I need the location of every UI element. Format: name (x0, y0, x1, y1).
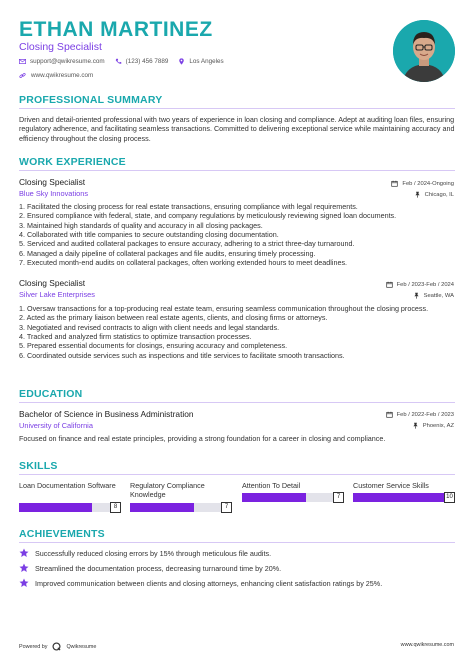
job-2-title: Closing Specialist (19, 278, 86, 288)
list-item: 4. Collaborated with title companies to secure outstanding closing documentation. (19, 230, 279, 240)
section-divider (19, 170, 455, 171)
summary-text: Driven and detail-oriented professional with two years of experience in loan closing and compliance. Adept at auditing loan files, ensuring regulatory adherence, and facilitating seamless transactions. Committed to delivering exceptional service while maintaining accuracy and efficiency throughout the closing process. (19, 115, 455, 143)
award-star-icon (19, 578, 29, 588)
calendar-icon (386, 411, 393, 418)
job-2-company: Silver Lake Enterprises (19, 290, 95, 299)
candidate-name: ETHAN MARTINEZ (19, 18, 213, 41)
school-name: University of California (19, 421, 93, 430)
skill-fill (353, 493, 444, 502)
website-text: www.qwikresume.com (31, 72, 94, 79)
experience-heading: WORK EXPERIENCE (19, 156, 126, 168)
phone-text: (123) 456 7889 (125, 58, 169, 65)
skill-label: Loan Documentation Software (19, 481, 116, 490)
skill-level: 8 (110, 502, 121, 513)
location-item (178, 58, 223, 65)
achievement-item (19, 563, 281, 573)
skill-label: Attention To Detail (242, 481, 301, 490)
skill-fill (19, 503, 92, 512)
list-item: 6. Managed a daily pipeline of collateral packages and file audits, ensuring timely processing. (19, 248, 316, 258)
education-location-text: Phoenix, AZ (422, 422, 454, 429)
education-location (412, 422, 454, 429)
job-2-location-text: Seattle, WA (423, 292, 454, 299)
website-item[interactable] (19, 72, 93, 79)
skill-bar (130, 503, 229, 512)
achievements-heading: ACHIEVEMENTS (19, 528, 105, 540)
section-divider (19, 402, 455, 403)
location-text: Los Angeles (189, 58, 224, 65)
list-item: 6. Coordinated outside services such as inspections and title services to facilitate smooth transactions. (19, 350, 345, 360)
candidate-role: Closing Specialist (19, 41, 102, 53)
skill-bar (19, 503, 118, 512)
list-item: 1. Facilitated the closing process for real estate transactions, ensuring compliance with legal requirements. (19, 202, 358, 211)
phone-item[interactable] (115, 58, 169, 65)
powered-label: Powered by (19, 643, 48, 650)
list-item: 5. Prepared essential documents for closings, ensuring accuracy and completeness. (19, 341, 288, 351)
skill-label: Regulatory Compliance Knowledge (130, 481, 205, 499)
email-text: support@qwikresume.com (30, 58, 105, 65)
list-item: 5. Serviced and audited collateral packages to ensure accuracy, adhering to a strict three-day turnaround. (19, 239, 355, 249)
degree-title: Bachelor of Science in Business Administration (19, 409, 194, 419)
footer-url[interactable]: www.qwikresume.com (400, 642, 454, 648)
summary-heading: PROFESSIONAL SUMMARY (19, 94, 163, 106)
skill-level: 7 (333, 492, 344, 503)
award-star-icon (19, 563, 29, 573)
contact-line (19, 58, 224, 65)
pushpin-icon (412, 422, 419, 429)
job-1-dates-text: Feb / 2024-Ongoing (402, 180, 454, 187)
phone-icon (115, 58, 122, 65)
list-item: 7. Executed month-end audits on collateral packages, often working extended hours to meet deadlines. (19, 258, 348, 268)
section-divider (19, 542, 455, 543)
education-heading: EDUCATION (19, 388, 83, 400)
footer-powered (19, 642, 96, 651)
job-2-dates-text: Feb / 2023-Feb / 2024 (396, 281, 454, 288)
pushpin-icon (413, 292, 420, 299)
skill-label: Customer Service Skills (353, 481, 429, 490)
job-2-location (413, 292, 454, 299)
section-divider (19, 474, 455, 475)
calendar-icon (391, 180, 398, 187)
achievement-item (19, 548, 271, 558)
skill-level: 7 (221, 502, 232, 513)
qwikresume-logo-icon (52, 642, 61, 651)
list-item: 4. Tracked and analyzed firm statistics to optimize transaction processes. (19, 332, 252, 342)
skill-fill (242, 493, 306, 502)
skill-fill (130, 503, 194, 512)
skill-bar (353, 493, 453, 502)
skills-heading: SKILLS (19, 460, 58, 472)
job-1-dates (391, 180, 454, 187)
achievement-text: Successfully reduced closing errors by 15% through meticulous file audits. (35, 548, 272, 558)
job-1-bullets (19, 202, 459, 267)
education-dates-text: Feb / 2022-Feb / 2023 (396, 411, 454, 418)
job-1-location (414, 191, 454, 198)
job-1-title: Closing Specialist (19, 177, 86, 187)
list-item: 3. Maintained high standards of quality and accuracy in all closing packages. (19, 220, 263, 230)
achievement-item (19, 578, 382, 588)
education-dates (386, 411, 454, 418)
job-1-location-text: Chicago, IL (424, 191, 454, 198)
brand-link[interactable]: Qwikresume (66, 643, 97, 650)
job-2-dates (386, 281, 454, 288)
achievement-text: Improved communication between clients and closing attorneys, enhancing client satisfaction ratings by 25%. (35, 578, 383, 588)
email-item[interactable] (19, 58, 105, 65)
pushpin-icon (414, 191, 421, 198)
achievement-text: Streamlined the documentation process, decreasing turnaround time by 20%. (35, 563, 282, 573)
job-2-bullets (19, 304, 459, 360)
education-text: Focused on finance and real estate principles, providing a strong foundation for a career in closing and compliance. (19, 434, 386, 443)
list-item: 2. Acted as the primary liaison between real estate agents, clients, and closing firms or attorneys. (19, 313, 328, 323)
skill-level: 10 (444, 492, 455, 503)
profile-photo (393, 20, 455, 82)
job-1-company: Blue Sky Innovations (19, 189, 89, 198)
skill-bar (242, 493, 341, 502)
avatar (393, 20, 455, 82)
calendar-icon (386, 281, 393, 288)
list-item: 1. Oversaw transactions for a top-producing real estate team, ensuring seamless communication throughout the closing process. (19, 304, 429, 313)
section-divider (19, 108, 455, 109)
award-star-icon (19, 548, 29, 558)
list-item: 2. Ensured compliance with federal, state, and company regulations by meticulously reviewing signed loan documents. (19, 211, 397, 221)
link-icon (19, 72, 26, 79)
map-pin-icon (178, 58, 185, 65)
envelope-icon (19, 58, 26, 65)
list-item: 3. Negotiated and revised contracts to align with client needs and legal standards. (19, 322, 280, 332)
